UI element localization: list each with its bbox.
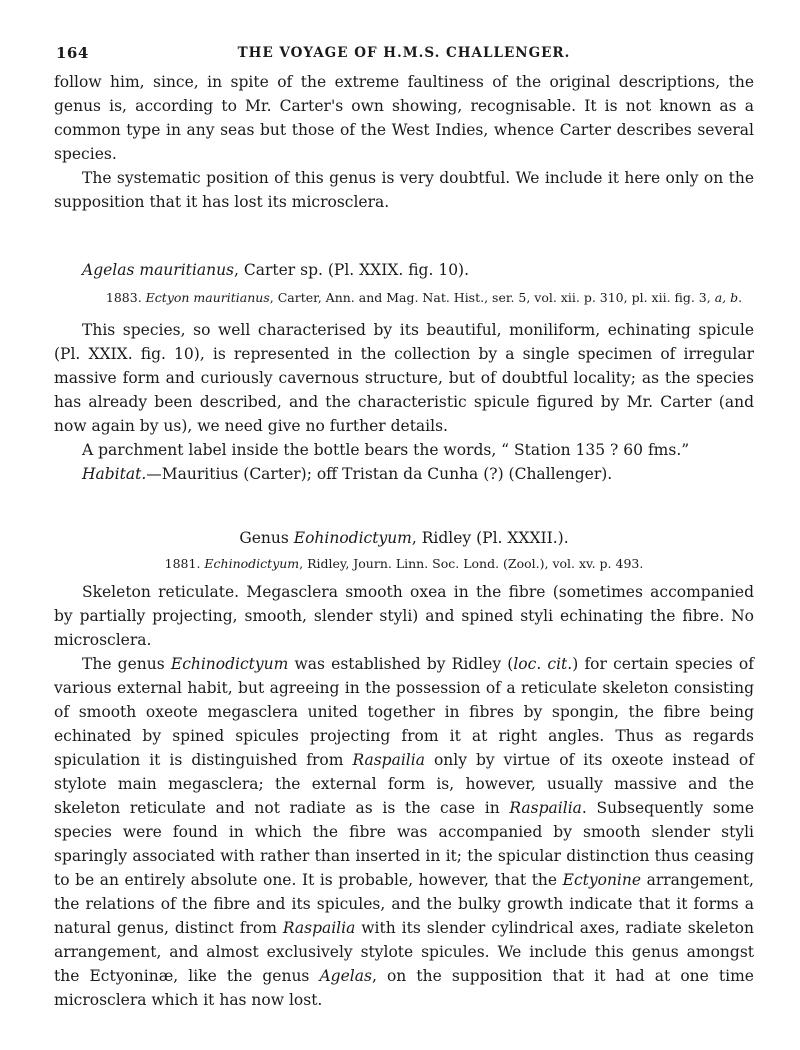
- genus-body-italic: Echinodictyum: [170, 655, 289, 673]
- genus-reference: [54, 554, 754, 574]
- genus-body-italic: Raspailia: [509, 799, 582, 817]
- species-reference: [94, 288, 754, 308]
- page-number: 164: [56, 44, 89, 62]
- page: [54, 44, 754, 1012]
- species-paragraph-1: This species, so well characterised by its beautiful, moniliform, echinating spicule (Pl. XXIX. fig. 10), is represented in the collection by a single specimen of irregular massive form and curiously cavernous structure, but of doubtful locality; as the species has already been described, and the characteristic spicule figured by Mr. Carter (and now again by us), we need give no further details.: [54, 321, 754, 435]
- genus-ref-citation: , Ridley, Journ. Linn. Soc. Lond. (Zool.), vol. xv. p. 493.: [299, 556, 644, 571]
- genus-body-text: , on the supposition that it had at one time microsclera which it has now lost.: [54, 967, 754, 1009]
- genus-name: Eohinodictyum: [293, 529, 412, 547]
- genus-heading: [54, 526, 754, 550]
- genus-body-italic: Raspailia: [352, 751, 425, 769]
- genus-ref-year: 1881.: [164, 556, 201, 571]
- genus-body-text: with its slender cylindrical axes, radiate skeleton arrangement, and almost exclusively stylote spicules. We include this genus amongst the Ectyoninæ, like the genus: [54, 919, 754, 985]
- genus-body-text: was established by Ridley (: [288, 655, 514, 673]
- habitat-label: Habitat.: [82, 465, 147, 483]
- genus-body-italic: loc. cit.: [513, 655, 573, 673]
- species-habitat: [54, 462, 754, 486]
- genus-body-text: ) for certain species of various external habit, but agreeing in the possession of a reticulate skeleton consisting of smooth oxeote megasclera united together in fibres by spongin, the fibre being echinated by spined spicules projecting from it at right angles. Thus as regards spiculation it is distinguished from: [54, 655, 755, 769]
- species-ref-name: Ectyon mauritianus: [145, 290, 270, 305]
- intro-paragraph-1: follow him, since, in spite of the extreme faultiness of the original descriptions, the genus is, according to Mr. Carter's own showing, recognisable. It is not known as a common type in any seas but those of the West Indies, whence Carter describes several species.: [54, 73, 754, 163]
- genus-prefix: Genus: [239, 529, 294, 547]
- genus-ref-name: Echinodictyum: [204, 556, 300, 571]
- species-heading: [82, 258, 754, 282]
- species-ref-year: 1883.: [105, 290, 142, 305]
- species-ref-figs: a, b: [714, 290, 739, 305]
- genus-body-italic: Raspailia: [282, 919, 356, 937]
- genus-body-text: only by virtue of its oxeote instead of stylote main megasclera; the external form is, however, usually massive and the skeleton reticulate and not radiate as is the case in: [54, 751, 754, 817]
- running-title: THE VOYAGE OF H.M.S. CHALLENGER.: [237, 45, 571, 61]
- genus-body-text: The genus: [82, 655, 171, 673]
- species-name: Agelas mauritianus: [82, 261, 235, 279]
- genus-body-italic: Agelas: [319, 967, 372, 985]
- genus-discussion: [54, 652, 754, 1012]
- genus-authority: , Ridley (Pl. XXXII.).: [411, 529, 569, 547]
- species-ref-citation: , Carter, Ann. and Mag. Nat. Hist., ser. 5, vol. xii. p. 310, pl. xii. fig. 3,: [269, 290, 715, 305]
- species-authority: , Carter sp. (Pl. XXIX. fig. 10).: [234, 261, 470, 279]
- running-head: [54, 44, 754, 70]
- genus-diagnosis: Skeleton reticulate. Megasclera smooth oxea in the fibre (sometimes accompanied by partially projecting, smooth, slender styli) and spined styli echinating the fibre. No microsclera.: [54, 583, 754, 649]
- habitat-text: —Mauritius (Carter); off Tristan da Cunha (?) (Challenger).: [146, 465, 613, 483]
- genus-body-italic: Ectyonine: [562, 871, 642, 889]
- species-paragraph-2: A parchment label inside the bottle bears the words, “ Station 135 ? 60 fms.”: [82, 441, 690, 459]
- species-ref-end: .: [738, 290, 743, 305]
- genus-body-text: arrangement, the relations of the fibre and its spicules, and the bulky growth indicate that it forms a natural genus, distinct from: [54, 871, 754, 937]
- genus-body-text: . Subsequently some species were found in which the fibre was accompanied by smooth slender styli sparingly associated with rather than inserted in it; the spicular distinction thus ceasing to be an entirely absolute one. It is probable, however, that the: [54, 799, 754, 889]
- intro-paragraph-2: The systematic position of this genus is very doubtful. We include it here only on the supposition that it has lost its microsclera.: [54, 169, 754, 211]
